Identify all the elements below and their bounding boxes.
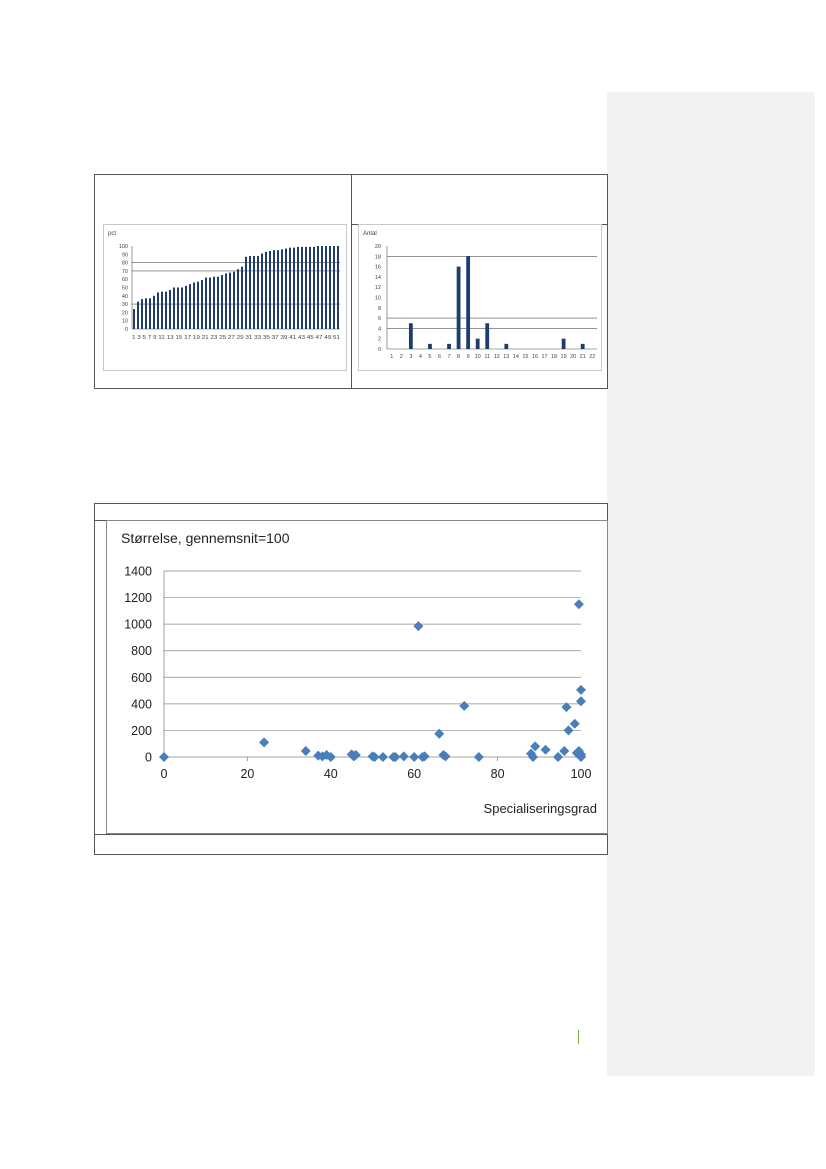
chart1-bar	[305, 247, 307, 329]
scatter-point	[574, 599, 584, 609]
chart2-xtick: 6	[437, 354, 442, 360]
count-bar-chart-panel	[358, 224, 602, 371]
chart1-bar	[309, 247, 311, 329]
chart2-xtick: 7	[447, 354, 451, 360]
chart1-xtick-labels: 1 3 5 7 9 11 13 15 17 19 21 23 25 27 29 31 33 35 37 39 41 43 45 47 49 51	[132, 335, 341, 341]
chart2-ytick: 18	[374, 254, 381, 261]
comment-margin-pane	[607, 92, 815, 1076]
chart2-ytick: 20	[374, 244, 381, 250]
chart1-bar	[297, 247, 299, 329]
chart1-bar	[241, 267, 243, 329]
chart1-ytick: 50	[121, 285, 128, 292]
chart1-ytick: 90	[121, 252, 128, 259]
scatter-point	[570, 719, 580, 729]
chart2-bar	[476, 339, 480, 349]
count-bar-chart	[359, 225, 601, 370]
scatter-xtick: 80	[490, 767, 505, 781]
chart2-xtick: 13	[503, 354, 510, 360]
chart2-ytick: 12	[374, 285, 381, 292]
scatter-chart-panel	[106, 520, 608, 834]
chart2-bar	[447, 344, 451, 349]
scatter-point	[576, 685, 586, 695]
chart1-ytick: 80	[121, 260, 128, 267]
chart1-bar	[197, 282, 199, 329]
chart1-bar	[217, 277, 219, 329]
scatter-title: Størrelse, gennemsnit=100	[121, 530, 290, 546]
chart2-ytick: 4	[377, 326, 381, 333]
scatter-ytick: 400	[131, 697, 152, 712]
scatter-xtick: 20	[240, 767, 255, 781]
scatter-point	[553, 752, 563, 762]
scatter-xtick: 40	[323, 767, 338, 781]
chart2-xtick: 2	[399, 354, 403, 360]
chart1-bar	[205, 278, 207, 329]
chart2-ylabel: Antal	[363, 231, 377, 237]
scatter-point	[541, 745, 551, 755]
chart1-bar	[213, 277, 215, 329]
chart2-ytick: 6	[377, 316, 381, 323]
chart1-bar	[337, 246, 339, 329]
chart2-bar	[457, 267, 461, 349]
scatter-point	[378, 752, 388, 762]
chart1-bar	[229, 273, 231, 329]
percentage-bar-chart	[104, 225, 346, 370]
scatter-point	[559, 746, 569, 756]
scatter-point	[474, 752, 484, 762]
chart1-ytick: 60	[121, 277, 128, 284]
chart1-bar	[173, 288, 175, 330]
chart2-xtick: 3	[409, 354, 413, 360]
chart2-bar	[466, 256, 470, 349]
chart2-xtick: 18	[550, 354, 558, 360]
chart2-xtick: 17	[541, 354, 548, 360]
chart1-bar	[329, 246, 331, 329]
chart1-bar	[281, 249, 283, 329]
chart1-ytick: 70	[121, 268, 128, 275]
chart1-ytick: 40	[121, 293, 128, 300]
scatter-point	[301, 746, 311, 756]
chart1-bar	[133, 309, 135, 329]
chart1-bar	[189, 284, 191, 329]
chart2-xtick: 20	[570, 354, 577, 360]
chart2-xtick: 21	[579, 354, 586, 360]
scatter-ytick: 1000	[124, 617, 152, 632]
chart1-bar	[225, 273, 227, 329]
scatter-ytick: 0	[145, 750, 152, 765]
chart2-xtick: 15	[522, 354, 529, 360]
chart1-bar	[209, 278, 211, 329]
chart1-bar	[301, 247, 303, 329]
scatter-point	[576, 696, 586, 706]
chart2-bar	[581, 344, 585, 349]
chart2-ytick: 16	[374, 264, 381, 271]
chart1-ytick: 30	[121, 302, 128, 309]
chart2-bar	[504, 344, 508, 349]
scatter-ytick: 800	[131, 644, 152, 659]
chart1-bar	[253, 256, 255, 329]
chart2-ytick: 2	[377, 336, 381, 343]
scatter-xtick: 60	[407, 767, 422, 781]
chart1-bar	[153, 296, 155, 329]
chart1-bar	[265, 252, 267, 329]
chart1-bar	[289, 248, 291, 329]
chart1-bar	[321, 246, 323, 329]
chart2-ytick: 0	[377, 347, 381, 353]
scatter-xtick: 0	[160, 767, 168, 781]
chart1-bar	[141, 299, 143, 329]
chart1-bar	[181, 288, 183, 330]
chart1-bar	[233, 272, 235, 329]
chart2-bar	[485, 323, 489, 349]
chart1-ytick: 10	[121, 318, 128, 325]
chart2-xtick: 14	[512, 354, 519, 360]
page-marker	[578, 1030, 579, 1044]
chart2-xtick: 16	[531, 354, 539, 360]
chart1-bar	[313, 247, 315, 329]
chart1-ylabel: pct	[108, 231, 117, 237]
chart1-bar	[137, 302, 139, 329]
chart1-bar	[277, 250, 279, 329]
chart2-xtick: 1	[390, 354, 394, 360]
chart1-bar	[165, 292, 167, 329]
scatter-ytick: 1400	[124, 564, 152, 579]
chart2-ytick: 8	[377, 305, 381, 312]
top-table-divider	[351, 174, 352, 389]
chart2-xtick: 10	[474, 354, 481, 360]
chart1-bar	[293, 248, 295, 329]
chart1-ytick: 100	[118, 244, 128, 250]
chart2-xtick: 5	[428, 354, 432, 360]
scatter-ytick: 1200	[124, 591, 152, 606]
chart2-xtick: 12	[493, 354, 500, 360]
chart1-bar	[257, 256, 259, 329]
chart1-bar	[221, 275, 223, 329]
chart1-bar	[145, 298, 147, 329]
chart2-ytick: 10	[374, 295, 381, 302]
chart1-bar	[269, 251, 271, 329]
chart1-bar	[325, 246, 327, 329]
percentage-bar-chart-panel	[103, 224, 347, 371]
chart1-bar	[169, 290, 171, 329]
chart1-bar	[201, 280, 203, 329]
chart2-bar	[409, 323, 413, 349]
chart1-bar	[273, 250, 275, 329]
chart2-bar	[562, 339, 566, 349]
chart2-xtick: 8	[457, 354, 461, 360]
scatter-ytick: 600	[131, 670, 152, 685]
chart2-xtick: 11	[484, 354, 491, 360]
chart2-ytick: 14	[374, 274, 381, 281]
chart1-bar	[333, 246, 335, 329]
chart1-bar	[185, 286, 187, 329]
chart1-bar	[285, 248, 287, 329]
chart1-bar	[149, 298, 151, 329]
size-specialisation-scatter	[107, 521, 607, 833]
chart1-bar	[317, 246, 319, 329]
scatter-point	[413, 621, 423, 631]
chart1-bar	[261, 253, 263, 329]
chart1-ytick: 20	[121, 310, 128, 317]
chart1-bar	[245, 257, 247, 329]
scatter-point	[459, 701, 469, 711]
chart2-bar	[428, 344, 432, 349]
scatter-xtick: 100	[570, 767, 592, 781]
chart2-xtick: 22	[589, 354, 596, 360]
chart1-bar	[193, 283, 195, 329]
scatter-point	[563, 725, 573, 735]
chart2-xtick: 9	[466, 354, 470, 360]
scatter-x-axis-label: Specialiseringsgrad	[483, 801, 597, 816]
scatter-point	[399, 751, 409, 761]
chart1-ytick: 0	[124, 327, 128, 333]
scatter-point	[259, 737, 269, 747]
chart2-xtick: 4	[418, 354, 422, 360]
chart2-xtick: 19	[560, 354, 567, 360]
scatter-ytick: 200	[131, 723, 152, 738]
chart1-bar	[157, 292, 159, 329]
chart1-bar	[249, 256, 251, 329]
chart1-bar	[161, 292, 163, 329]
chart1-bar	[237, 269, 239, 329]
scatter-point	[159, 752, 169, 762]
chart1-bar	[177, 288, 179, 330]
